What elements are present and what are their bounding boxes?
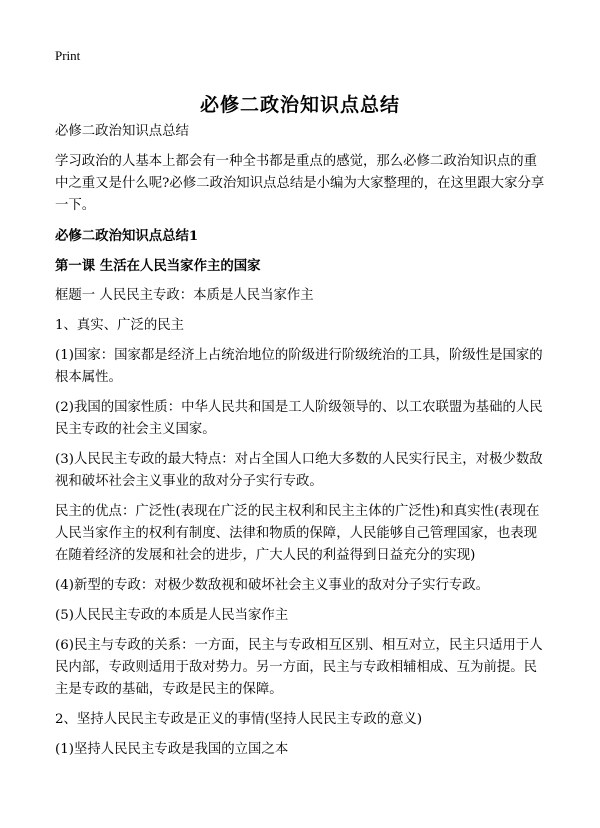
section-heading: 必修二政治知识点总结1	[55, 228, 199, 244]
subsection-heading: 1、真实、广泛的民主	[55, 318, 185, 333]
frame-topic: 框题一 人民民主专政：本质是人民当家作主	[55, 288, 314, 303]
subsection-heading: 2、坚持人民民主专政是正义的事情(坚持人民民主专政的意义)	[55, 712, 423, 727]
paragraph: (3)人民民主专政的最大特点：对占全国人口绝大多数的人民实行民主，对极少数敌视和破坏社会主义事业的敌对分子实行专政。	[55, 452, 543, 489]
paragraph-intro: 学习政治的人基本上都会有一种全书都是重点的感觉，那么必修二政治知识点的重中之重又是什么呢?必修二政治知识点总结是小编为大家整理的，在这里跟大家分享一下。	[55, 154, 545, 213]
paragraph: (2)我国的国家性质：中华人民共和国是工人阶级领导的、以工农联盟为基础的人民民主专政的社会主义国家。	[55, 400, 543, 437]
paragraph: (6)民主与专政的关系：一方面，民主与专政相互区别、相互对立，民主只适用于人民内部，专政则适用于敌对势力。另一方面，民主与专政相辅相成、互为前提。民主是专政的基础，专政是民主的保障。	[55, 638, 543, 697]
paragraph: (1)国家：国家都是经济上占统治地位的阶级进行阶级统治的工具，阶级性是国家的根本属性。	[55, 348, 543, 385]
paragraph-subtitle: 必修二政治知识点总结	[55, 124, 189, 139]
article-body	[55, 121, 547, 769]
paragraph: (5)人民民主专政的本质是人民当家作主	[55, 608, 289, 623]
paragraph: 民主的优点：广泛性(表现在广泛的民主权利和民主主体的广泛性)和真实性(表现在人民当家作主的权利有制度、法律和物质的保障，人民能够自己管理国家，也表现在随着经济的发展和社会的进步，广大人民的利益得到日益充分的实现)	[55, 504, 540, 563]
print-link[interactable]: Print	[55, 48, 81, 63]
lesson-heading: 第一课 生活在人民当家作主的国家	[55, 258, 261, 274]
paragraph: (4)新型的专政：对极少数敌视和破坏社会主义事业的敌对分子实行专政。	[55, 578, 490, 593]
page-title: 必修二政治知识点总结	[199, 93, 400, 116]
paragraph: (1)坚持人民民主专政是我国的立国之本	[55, 742, 289, 757]
